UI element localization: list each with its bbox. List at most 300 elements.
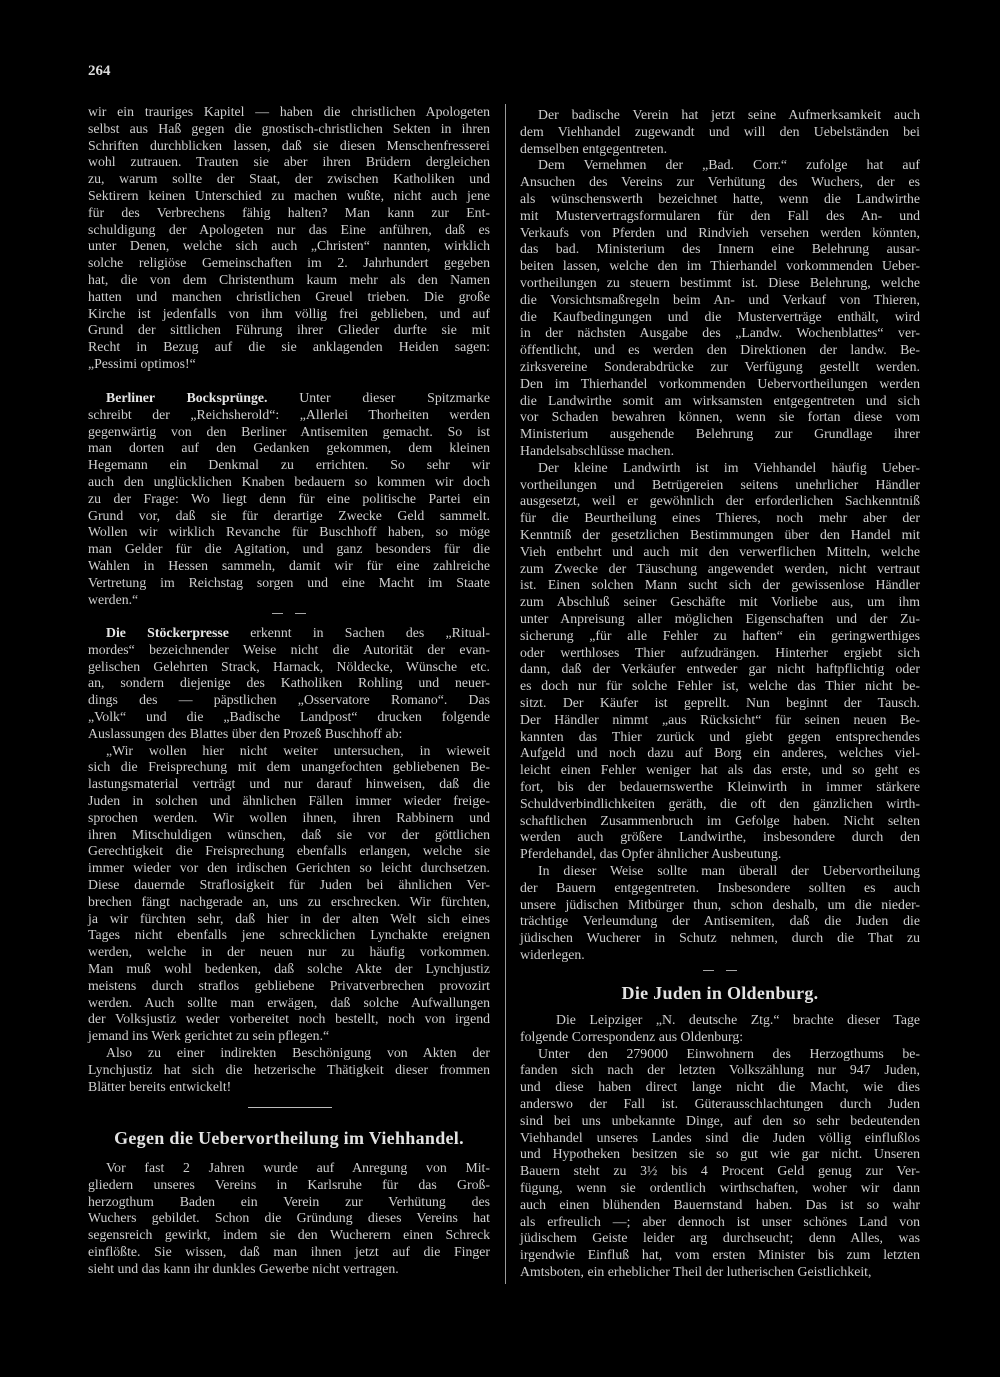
line-text: Hegemann ein Denkmal zu errichten. So sehr wir (88, 457, 490, 473)
line-text: zum Zwecke der Täuschung angewendet werden, nicht vertraut (520, 560, 920, 576)
line-content (88, 894, 490, 911)
line-content (88, 659, 490, 676)
text-line (520, 157, 920, 174)
text-line (88, 222, 490, 239)
text-line (520, 628, 920, 645)
text-line (88, 877, 490, 894)
text-line (520, 225, 920, 242)
line-text: Recht in Bezug auf die sie anklagenden Heiden sagen: (88, 339, 490, 355)
line-content (538, 863, 920, 880)
line-content (88, 440, 490, 457)
text-line (88, 339, 490, 356)
line-text: segensreich gewirkt, indem sie den Wucherern einen Schreck (88, 1227, 490, 1243)
line-content (88, 1011, 490, 1028)
line-text: die Vorsichtsmaßregeln beim An- und Verkauf von Thieren, (520, 291, 920, 307)
text-line (88, 508, 490, 525)
paragraph-in-dieser-weise (520, 863, 920, 964)
line-content (520, 208, 920, 225)
line-content (520, 695, 920, 712)
line-text: gelischen Gelehrten Strack, Harnack, Nöldecke, Wünsche etc. (88, 658, 490, 674)
line-content (520, 1163, 920, 1180)
line-content (88, 1244, 490, 1261)
line-content (520, 426, 920, 443)
line-text: man dorten auf den Gedanken gekommen, dem kleinen (88, 440, 490, 456)
line-text: werden auch größere Landwirthe, insbesondere durch den (520, 829, 920, 845)
text-line (520, 342, 920, 359)
line-text: Ministerium ausgehende Belehrung zur Grundlage ihrer (520, 426, 920, 442)
section-rule (248, 1107, 332, 1108)
line-content (520, 225, 920, 242)
text-line (88, 272, 490, 289)
line-text: gegenwärtig von den Berliner Antisemiten gemacht. So ist (88, 423, 490, 439)
page-number: 264 (88, 63, 111, 79)
line-text: Lynchjustiz hat sich die hetzerische Thätigkeit dieser frommen (88, 1061, 490, 1077)
line-content (88, 524, 490, 541)
line-text: dann, daß der Verkäufer entweder gar nicht haftpflichtig oder (520, 661, 920, 677)
text-line (520, 577, 920, 594)
line-content (88, 1079, 231, 1096)
line-text: öffentlicht, und es werden den Direktionen der landw. Be- (520, 342, 920, 358)
line-text: Vieh entbehrt und auch mit den verwerflichen Mitteln, welche (520, 543, 920, 559)
line-text: sprochen werden. Wir wollen ihnen, ihren Rabbinern und (88, 809, 490, 825)
line-text: schreibt der „Reichsherold“: „Allerlei Thorheiten werden (88, 406, 490, 422)
line-text: Man muß wohl bedenken, daß solche Akte der Lynchjustiz (88, 960, 490, 976)
line-text: Vor fast 2 Jahren wurde auf Anregung von Mit- (106, 1160, 490, 1175)
text-line (520, 880, 920, 897)
line-content (88, 322, 490, 339)
line-content (88, 843, 490, 860)
text-line (88, 1244, 490, 1261)
text-line (520, 913, 920, 930)
line-text: beiten lassen, welche den im Thierhandel vorkommenden Ueber- (520, 258, 920, 274)
line-text: „Volk“ und die „Badische Landpost“ drucken folgende (88, 708, 490, 724)
text-line (520, 208, 920, 225)
line-text: In dieser Weise sollte man überall der Uebervortheilung (538, 863, 920, 878)
line-content (88, 1227, 490, 1244)
text-line (520, 678, 920, 695)
line-text: hatten und manchen christlichen Greuel trieben. Die große (88, 288, 490, 304)
line-content (88, 759, 490, 776)
text-line (88, 1177, 490, 1194)
line-text: Kenntniß der gesetzlichen Bestimmungen über den Handel mit (520, 526, 920, 542)
line-text: wohl zutrauen. Trauten sie aber ihren Brüdern dergleichen (88, 154, 490, 170)
line-text: Wahlen in Hessen sammeln, damit wir für eine zahlreiche (88, 557, 490, 573)
line-content (556, 1012, 920, 1029)
line-text: und Hypotheken besitzen sie so gut wie gar nicht. Unseren (520, 1146, 920, 1162)
line-text: mit Mustervertragsformularen für den Fall des An- und (520, 207, 920, 223)
text-line (88, 238, 490, 255)
line-text: Blätter bereits entwickelt! (88, 1078, 232, 1094)
line-content (520, 645, 920, 662)
line-content (88, 978, 490, 995)
line-content (106, 390, 490, 407)
line-text: sieht und das kann ihr dunkles Gewerbe nicht vertragen. (88, 1260, 399, 1276)
line-content (520, 510, 920, 527)
line-content (88, 726, 402, 743)
text-line (520, 594, 920, 611)
line-content (88, 810, 490, 827)
line-text: die Landwirthe somit am wirksamsten entgegentreten und sich (520, 392, 920, 408)
text-line (520, 510, 920, 527)
line-content (88, 877, 490, 894)
text-line (520, 443, 920, 460)
line-text: schuldigung der Apologeten nur das Eine anführen, daß es (88, 221, 490, 237)
line-text: lastungsmaterial verträgt und nur darauf hinweisen, daß die (88, 776, 490, 792)
text-line (88, 121, 490, 138)
text-line (88, 1079, 490, 1096)
text-line (520, 191, 920, 208)
paragraph-leipziger-ztg (520, 1012, 920, 1046)
line-text: meistens durch straflos gebliebene Privatverbrechen provozirt (88, 977, 490, 993)
line-text: „Pessimi optimos!“ (88, 355, 196, 371)
line-text: herzogthum Baden ein Verein zur Verhütung des (88, 1193, 490, 1209)
line-text: auch einen blühenden Bauernstand haben. Das ist so wahr (520, 1196, 920, 1212)
text-line (88, 1261, 490, 1278)
text-line (520, 393, 920, 410)
text-line (520, 359, 920, 376)
line-content (520, 1230, 920, 1247)
line-content (520, 174, 920, 191)
line-content (106, 1160, 490, 1177)
line-content (520, 561, 920, 578)
line-text: leicht einen Fehler weniger hat als das erste, und so geht es (520, 762, 920, 778)
line-content (520, 796, 920, 813)
text-line (520, 1214, 920, 1231)
line-content (520, 342, 920, 359)
line-content (88, 356, 196, 373)
text-line (88, 407, 490, 424)
line-text: erkennt in Sachen des „Ritual- (250, 625, 490, 640)
line-content (520, 292, 920, 309)
line-text: jemand ins Werk gerichtet zu sein pflegen.“ (88, 1028, 330, 1044)
text-line (520, 661, 920, 678)
line-content (88, 1177, 490, 1194)
line-content (88, 1261, 399, 1278)
text-line (520, 1062, 920, 1079)
text-line (520, 409, 920, 426)
text-line (88, 1160, 490, 1177)
paragraph-stoeckerpresse (88, 625, 490, 743)
line-content (88, 558, 490, 575)
line-text: Juden in solchen und ähnlichen Fällen immer wieder freige- (88, 792, 490, 808)
line-text: in der nächsten Ausgabe des „Landw. Wochenblattes“ ver- (520, 325, 920, 341)
line-text: Tages nicht ebenfalls jene schrecklichen Lynchakte ereignen (88, 927, 490, 943)
text-line (88, 978, 490, 995)
line-text: ist. Einen solchen Mann sucht sich der gewissenlose Händler (520, 577, 920, 593)
line-text: jüdischem Geiste leider arg durchseucht; denn Alles, was (520, 1230, 920, 1246)
line-content (520, 1062, 920, 1079)
text-line (88, 961, 490, 978)
line-content (520, 712, 920, 729)
text-line (88, 944, 490, 961)
line-content (88, 205, 490, 222)
text-line (520, 561, 920, 578)
line-content (520, 191, 920, 208)
text-line (88, 709, 490, 726)
text-line (520, 897, 920, 914)
text-line (520, 258, 920, 275)
paragraph-conclusion (88, 1045, 490, 1095)
text-line (520, 779, 920, 796)
text-line (88, 255, 490, 272)
text-line (88, 154, 490, 171)
line-content (88, 1194, 490, 1211)
text-line (520, 947, 920, 964)
text-line (88, 306, 490, 323)
line-content (88, 188, 490, 205)
line-text: anderswo der Fall ist. Güterausschlachtungen durch Juden (520, 1095, 920, 1111)
line-content (88, 776, 490, 793)
line-text: wir ein trauriges Kapitel — haben die christlichen Apologeten (88, 104, 490, 119)
line-text: Schriften durchblicken lassen, daß sie diesen Menschenfresserei (88, 137, 490, 153)
text-line (88, 440, 490, 457)
line-text: Handelsabschlüsse machen. (520, 442, 675, 458)
line-content (88, 541, 490, 558)
text-line (88, 491, 490, 508)
line-text: demselben entgegentreten. (520, 140, 668, 156)
line-content (88, 289, 490, 306)
line-text: ja wir fürchten sehr, daß hier in der alten Welt sich eines (88, 910, 490, 926)
text-line (520, 107, 920, 124)
line-text: Wollen wir wirklich Revanche für Buschhoff haben, so möge (88, 524, 490, 540)
column-divider (505, 104, 506, 1284)
line-content (88, 944, 490, 961)
line-text: Viehhandel unseres Landes sind die Juden völlig einflußlos (520, 1129, 920, 1145)
text-line (88, 457, 490, 474)
line-content (520, 493, 920, 510)
text-line (88, 1227, 490, 1244)
text-line (88, 541, 490, 558)
text-line (520, 729, 920, 746)
line-content (520, 258, 920, 275)
text-line (88, 322, 490, 339)
line-content (88, 1210, 490, 1227)
text-line (88, 1045, 490, 1062)
line-text: fanden sich nach der letzten Volkszählung nur 947 Juden, (520, 1062, 920, 1078)
line-content (520, 544, 920, 561)
line-content (88, 961, 490, 978)
line-text: sich die Freisprechung mit dem unangefochten gebliebenen Be- (88, 759, 490, 775)
line-content (520, 1079, 920, 1096)
line-content (88, 692, 490, 709)
line-text: Unter den 279000 Einwohnern des Herzogthums be- (538, 1045, 920, 1061)
line-text: für die Beurtheilung eines Thieres, noch mehr aber der (520, 510, 920, 526)
line-content (88, 121, 490, 138)
line-text: zum Abschluß seiner Geschäfte mit Vorliebe aus, um ihm (520, 594, 920, 610)
text-line (88, 894, 490, 911)
line-text: zu der Frage: Wo liegt denn für eine politische Partei ein (88, 490, 490, 506)
line-content (520, 880, 920, 897)
text-line (520, 527, 920, 544)
line-content (520, 1146, 920, 1163)
line-content (88, 508, 490, 525)
line-text: widerlegen. (520, 946, 585, 962)
text-line (520, 1180, 920, 1197)
line-content (88, 171, 490, 188)
line-content (520, 241, 920, 258)
text-line (520, 745, 920, 762)
text-line (520, 1230, 920, 1247)
text-line (520, 611, 920, 628)
text-line (88, 843, 490, 860)
line-text: auch den unglücklichen Knaben bedauern so kommen wir doch (88, 473, 490, 489)
line-content (520, 325, 920, 342)
line-content (88, 222, 490, 239)
line-text: jüdischen Wucherer in Schutz nehmen, durch die That zu (520, 930, 920, 946)
line-text: schaftlichen Zusammenbruch im Gefolge haben. Nicht selten (520, 812, 920, 828)
line-text: gliedern unseres Vereins in Karlsruhe für das Groß- (88, 1176, 490, 1192)
line-text: dings des — päpstlichen „Osservatore Romano“. Das (88, 692, 490, 708)
text-line (520, 141, 920, 158)
line-text: als erfreulich —; aber dennoch ist unser schönes Land von (520, 1213, 920, 1229)
paragraph-badischer-verein (520, 107, 920, 157)
line-content (106, 743, 490, 760)
line-text: sind bei uns unbekannte Dinge, auf den so sehr bedeutenden (520, 1112, 920, 1128)
line-content (538, 460, 920, 477)
text-line (520, 863, 920, 880)
line-content (88, 424, 490, 441)
text-line (520, 712, 920, 729)
text-line (88, 1194, 490, 1211)
line-text: man Gelder für die Agitation, und ganz besonders für die (88, 541, 490, 557)
line-content (88, 272, 490, 289)
line-text: Aufgeld und noch dazu auf Borg ein anderes, welches viel- (520, 745, 920, 761)
line-text: für des Verbrechens fähig halten? Man kann zur Ent- (88, 204, 490, 220)
line-content (538, 157, 920, 174)
line-content (520, 897, 920, 914)
line-text: Die Leipziger „N. deutsche Ztg.“ brachte dieser Tage (556, 1012, 920, 1027)
line-content (520, 762, 920, 779)
line-text: es doch nur für solche Fehler ist, welche das Thier nicht be- (520, 678, 920, 694)
line-content (520, 661, 920, 678)
line-text: brechen fängt nachgerade an, uns zu erschrecken. Wir fürchten, (88, 893, 490, 909)
line-text: irgendwie Einfluß hat, vom ersten Minister bis zum letzten (520, 1247, 920, 1263)
separator-dash (295, 613, 306, 614)
lead-in: Berliner Bocksprünge. (106, 390, 268, 405)
text-line (88, 1062, 490, 1079)
line-text: unter Denen, welche sich auch „Christen“ nannten, wirklich (88, 238, 490, 254)
line-text: Den im Thierhandel vorkommenden Uebervortheilungen werden (520, 375, 920, 391)
text-line (88, 776, 490, 793)
line-content (520, 477, 920, 494)
line-content (106, 1045, 490, 1062)
line-text: vor Schaden bewahren können, wenn sie fortan diese vom (520, 409, 920, 425)
paragraph-kleiner-landwirth (520, 460, 920, 863)
line-text: vortheilungen zu steuern bestimmt ist. Diese Belehrung, welche (520, 274, 920, 290)
text-line (88, 659, 490, 676)
text-line (88, 171, 490, 188)
line-text: Wuchers gebildet. Schon die Gründung dieses Vereins hat (88, 1210, 490, 1226)
line-content (520, 729, 920, 746)
line-text: oder werthloses Thier aufzudrängen. Hinterher ergiebt sich (520, 644, 920, 660)
line-text: sitzt. Der Käufer ist geprellt. Nun beginnt der Tausch. (520, 694, 920, 710)
paragraph-viehhandel-intro (88, 1160, 490, 1278)
line-content (520, 409, 920, 426)
line-content (520, 611, 920, 628)
line-content (88, 1062, 490, 1079)
line-text: Vertretung im Reichstag sorgen und eine Macht im Staate (88, 574, 490, 590)
text-line (520, 930, 920, 947)
text-line (520, 813, 920, 830)
line-text: Grund der sittlichen Führung ihrer Glieder durfte sie mit (88, 322, 490, 338)
line-text: mordes“ bezeichnender Weise nicht die Autorität der evan- (88, 641, 490, 657)
line-content (88, 104, 490, 121)
paragraph-apologeten (88, 104, 490, 373)
text-line (88, 927, 490, 944)
text-line (520, 1247, 920, 1264)
text-line (88, 390, 490, 407)
line-text: „Wir wollen hier nicht weiter untersuchen, in wieweit (106, 742, 490, 758)
text-line (520, 762, 920, 779)
text-line (88, 625, 490, 642)
text-line (88, 726, 490, 743)
text-line (88, 1011, 490, 1028)
text-line (520, 241, 920, 258)
line-content (88, 911, 490, 928)
text-line (88, 205, 490, 222)
line-content (88, 474, 490, 491)
line-text: unter Anpreisung aller möglichen Eigenschaften und der Zu- (520, 610, 920, 626)
line-content (88, 255, 490, 272)
text-line (88, 860, 490, 877)
line-text: Amtsboten, ein erheblicher Theil der lutherischen Geistlichkeit, (520, 1263, 872, 1279)
line-content (88, 575, 490, 592)
line-content (88, 995, 490, 1012)
line-content (520, 913, 920, 930)
line-text: der Bauern entgegentreten. Insbesondere sollten es auch (520, 879, 920, 895)
text-line (88, 575, 490, 592)
line-content (520, 1264, 871, 1281)
separator-dash (726, 970, 737, 971)
text-line (88, 424, 490, 441)
line-text: Der badische Verein hat jetzt seine Aufmerksamkeit auch (538, 107, 920, 122)
line-text: selbst aus Haß gegen die gnostisch-christlichen Sekten in ihren (88, 120, 490, 136)
text-line (88, 827, 490, 844)
text-line (88, 592, 490, 609)
line-content (538, 107, 920, 124)
line-text: Sektirern keinen Unterschied zu machen wußte, nicht auch jene (88, 187, 490, 203)
text-line (88, 356, 490, 373)
line-content (88, 827, 490, 844)
text-line (520, 695, 920, 712)
text-line (88, 675, 490, 692)
line-content (520, 443, 674, 460)
text-line (88, 743, 490, 760)
line-text: fort, bis der bedauernswerthe Kleinwirth in immer stärkere (520, 778, 920, 794)
separator-dash (272, 613, 283, 614)
line-content (520, 1180, 920, 1197)
line-content (520, 745, 920, 762)
article-heading-viehhandel: Gegen die Uebervortheilung im Viehhandel. (114, 1128, 464, 1148)
text-line (88, 1210, 490, 1227)
line-text: unsere jüdischen Mitbürger thun, schon deshalb, um die nieder- (520, 896, 920, 912)
line-text: werden.“ (88, 591, 139, 607)
line-content (88, 927, 490, 944)
line-text: Also zu einer indirekten Beschönigung von Akten der (106, 1045, 490, 1060)
line-text: fügung, wenn sie ordentlich wirthschaften, woher wir dann (520, 1179, 920, 1195)
line-text: werden, welche in der neuen nur zu häufig vorkommen. (88, 944, 490, 960)
line-content (520, 947, 585, 964)
text-line (88, 289, 490, 306)
line-text: folgende Correspondenz aus Oldenburg: (520, 1028, 744, 1044)
text-line (520, 460, 920, 477)
line-content (88, 709, 490, 726)
line-content (88, 306, 490, 323)
line-text: das bad. Ministerium des Innern eine Belehrung ausar- (520, 241, 920, 257)
text-line (520, 309, 920, 326)
line-content (520, 1130, 920, 1147)
paragraph-quote-osservatore (88, 743, 490, 1045)
